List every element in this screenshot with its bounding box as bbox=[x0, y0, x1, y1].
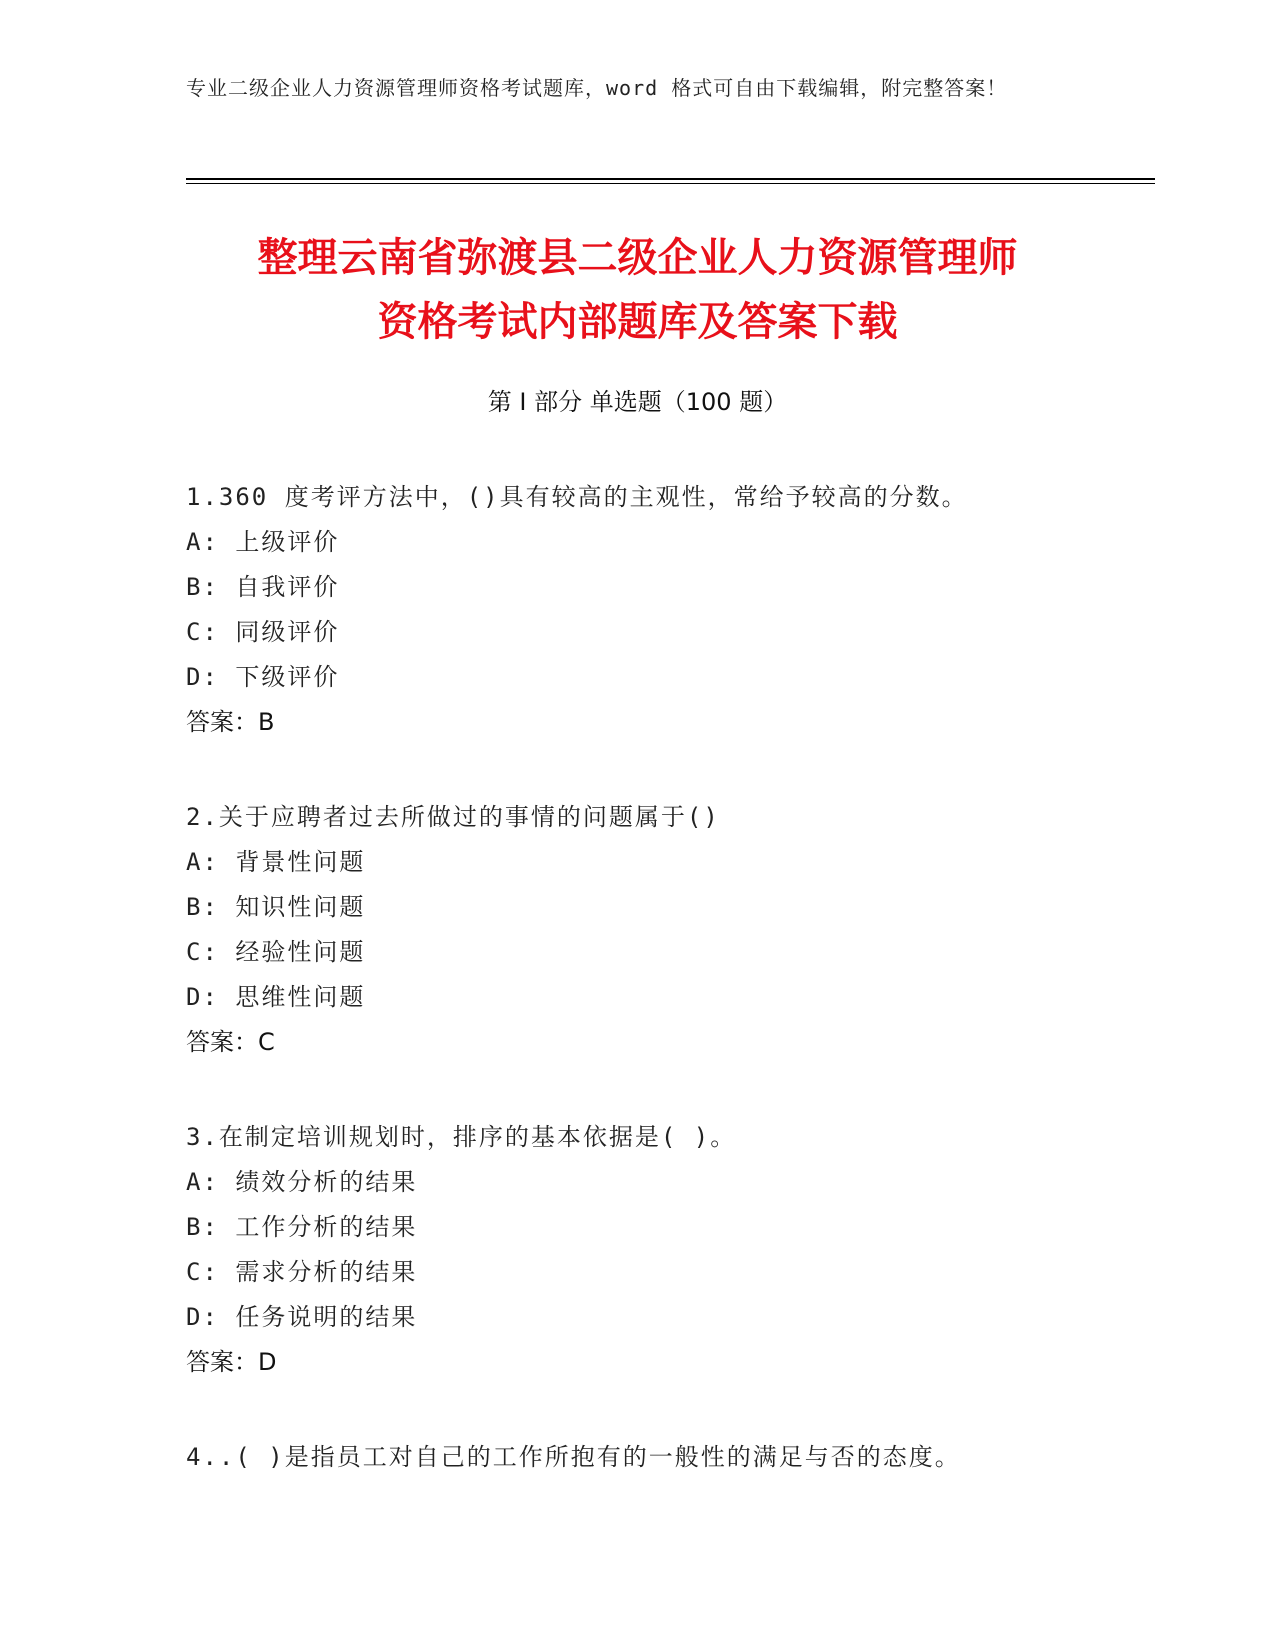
option-b: B: 自我评价 bbox=[186, 573, 340, 601]
option-b: B: 知识性问题 bbox=[186, 893, 366, 921]
option-c: C: 经验性问题 bbox=[186, 938, 366, 966]
header-divider-thin bbox=[186, 183, 1155, 184]
answer-text: 答案：D bbox=[186, 1348, 277, 1376]
question-list bbox=[186, 475, 1146, 1530]
document-title bbox=[150, 226, 1125, 354]
answer-text: 答案：B bbox=[186, 708, 275, 736]
answer-text: 答案：C bbox=[186, 1028, 275, 1056]
header-divider-thick bbox=[186, 178, 1155, 180]
document-title-line-2: 资格考试内部题库及答案下载 bbox=[377, 299, 898, 345]
section-heading: 第 I 部分 单选题（100 题） bbox=[487, 388, 788, 416]
option-d: D: 思维性问题 bbox=[186, 983, 366, 1011]
option-a: A: 背景性问题 bbox=[186, 848, 366, 876]
question-stem: 4..( )是指员工对自己的工作所抱有的一般性的满足与否的态度。 bbox=[186, 1443, 961, 1471]
option-c: C: 同级评价 bbox=[186, 618, 340, 646]
option-d: D: 下级评价 bbox=[186, 663, 340, 691]
option-b: B: 工作分析的结果 bbox=[186, 1213, 418, 1241]
option-a: A: 上级评价 bbox=[186, 528, 340, 556]
option-a: A: 绩效分析的结果 bbox=[186, 1168, 418, 1196]
header-note: 专业二级企业人力资源管理师资格考试题库，word 格式可自由下载编辑，附完整答案！ bbox=[186, 76, 1008, 100]
question-stem: 2.关于应聘者过去所做过的事情的问题属于() bbox=[186, 803, 720, 831]
question-3 bbox=[186, 1115, 1146, 1385]
question-4 bbox=[186, 1435, 1146, 1480]
option-d: D: 任务说明的结果 bbox=[186, 1303, 418, 1331]
question-stem: 1.360 度考评方法中，()具有较高的主观性，常给予较高的分数。 bbox=[186, 483, 968, 511]
question-2 bbox=[186, 795, 1146, 1065]
document-title-line-1: 整理云南省弥渡县二级企业人力资源管理师 bbox=[257, 235, 1018, 281]
question-1 bbox=[186, 475, 1146, 745]
question-stem: 3.在制定培训规划时，排序的基本依据是( )。 bbox=[186, 1123, 737, 1151]
option-c: C: 需求分析的结果 bbox=[186, 1258, 418, 1286]
